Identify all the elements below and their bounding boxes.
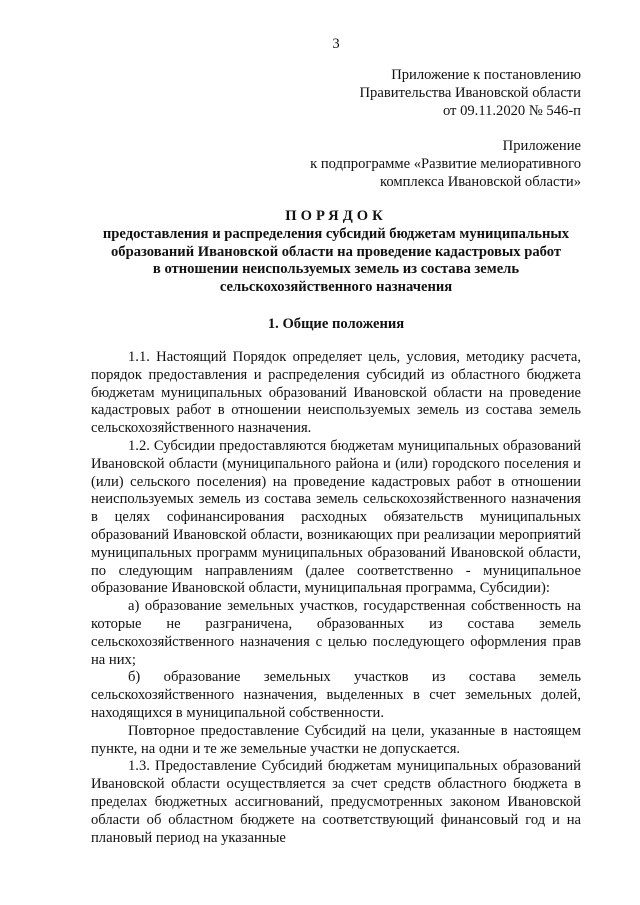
section-heading: 1. Общие положения	[267, 316, 405, 332]
document-subtitle-line-4: сельскохозяйственного назначения	[219, 279, 453, 296]
appendix-subprogram-line-2: к подпрограмме «Развитие мелиоративного	[310, 155, 581, 172]
paragraph-repeat-note: Повторное предоставление Субсидий на цели, указанные в настоящем пункте, на одни и те же земельные участки не допускается.	[91, 722, 581, 757]
paragraph-item-a: а) образование земельных участков, государственная собственность на которые не разграничена, образованных из состава земель сельскохозяйственного назначения с целью последующего оформления прав на них;	[91, 598, 581, 668]
paragraph-1-3: 1.3. Предоставление Субсидий бюджетам муниципальных образований Ивановской области осуществляется за счет средств областного бюджета в пределах бюджетных ассигнований, предусмотренных законом Ивановской области об областном бюджете на соответствующий финансовый год и на плановый период на указанные	[91, 758, 581, 846]
appendix-subprogram-line-1: Приложение	[502, 138, 581, 154]
document-body	[91, 349, 581, 847]
appendix-subprogram-line-3: комплекса Ивановской области»	[380, 173, 581, 190]
document-subtitle-line-2: образований Ивановской области на проведение кадастровых работ	[111, 243, 561, 260]
appendix-resolution-line-2: Правительства Ивановской области	[359, 84, 581, 101]
appendix-resolution-block	[360, 67, 581, 120]
appendix-resolution-line-3: от 09.11.2020 № 546-п	[442, 102, 581, 119]
document-subtitle-line-1: предоставления и распределения субсидий бюджетам муниципальных	[102, 225, 570, 242]
appendix-subprogram-block	[310, 138, 581, 191]
paragraph-1-1: 1.1. Настоящий Порядок определяет цель, условия, методику расчета, порядок предоставления и распределения субсидий из областного бюджета бюджетам муниципальных образований Ивановской области на проведение кадастровых работ в отношении неиспользуемых земель из состава земель сельскохозяйственного назначения.	[91, 349, 581, 437]
document-title: ПОРЯДОК	[285, 208, 387, 224]
paragraph-item-b: б) образование земельных участков из состава земель сельскохозяйственного назначения, выделенных в счет земельных долей, находящихся в муниципальной собственности.	[91, 669, 581, 721]
appendix-resolution-line-1: Приложение к постановлению	[391, 67, 581, 83]
paragraph-1-2: 1.2. Субсидии предоставляются бюджетам муниципальных образований Ивановской области (муниципального района и (или) городского поселения и (или) сельского поселения) на проведение кадастровых работ в отношении неиспользуемых земель из состава земель сельскохозяйственного назначения в целях софинансирования расходных обязательств муниципальных образований Ивановской области, возникающих при реализации мероприятий муниципальных программ муниципальных образований Ивановской области, по следующим направлениям (далее соответственно - муниципальное образование Ивановской области, муниципальная программа, Субсидии):	[91, 437, 581, 597]
document-title-block	[91, 208, 581, 297]
document-subtitle-line-3: в отношении неиспользуемых земель из состава земель	[152, 261, 520, 278]
page-number: 3	[332, 36, 340, 52]
